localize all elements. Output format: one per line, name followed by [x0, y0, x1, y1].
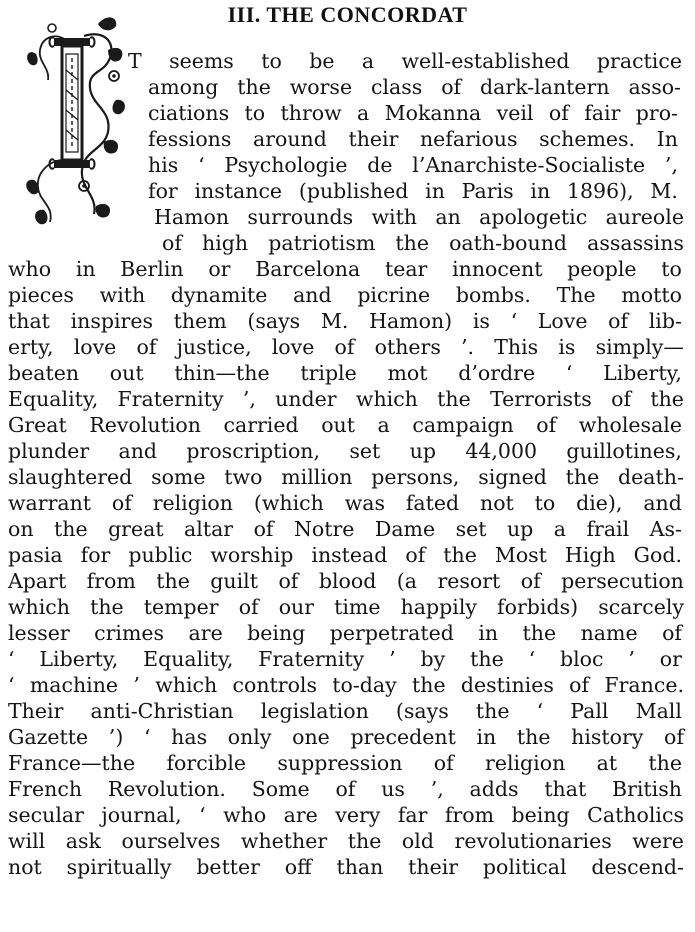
text-line: among the worse class of dark-lantern asso-	[148, 75, 681, 99]
text-line: plunder and proscription, set up 44,000 guillotines,	[8, 439, 682, 463]
text-line: beaten out thin—the triple mot d’ordre ‘ Liberty,	[8, 361, 682, 385]
text-line: slaughtered some two million persons, signed the death-	[8, 465, 684, 489]
text-line: ‘ Liberty, Equality, Fraternity ’ by the ‘ bloc ’ or	[8, 647, 682, 671]
text-line: ciations to throw a Mokanna veil of fair pro-	[148, 101, 678, 125]
text-line: Great Revolution carried out a campaign of wholesale	[8, 413, 682, 437]
chapter-heading: III. THE CONCORDAT	[227, 2, 468, 27]
text-line: secular journal, ‘ who are very far from being Catholics	[8, 803, 684, 827]
text-line: pieces with dynamite and picrine bombs. The motto	[8, 283, 682, 307]
text-line: for instance (published in Paris in 1896), M.	[148, 179, 678, 203]
text-line: fessions around their nefarious schemes. In	[148, 127, 678, 151]
ornamental-dropcap-i	[24, 10, 128, 232]
text-line: will ask ourselves whether the old revolutionaries were	[8, 829, 684, 853]
text-line: pasia for public worship instead of the Most High God.	[8, 543, 682, 567]
text-line: lesser crimes are being perpetrated in the name of	[8, 621, 682, 645]
text-line: Apart from the guilt of blood (a resort of persecution	[8, 569, 684, 593]
text-line: T seems to be a well-established practice	[128, 49, 682, 73]
text-line: erty, love of justice, love of others ’. This is simply—	[8, 335, 684, 359]
text-line: who in Berlin or Barcelona tear innocent people to	[8, 257, 682, 281]
text-line: his ‘ Psychologie de l’Anarchiste-Socialiste ’,	[148, 153, 678, 177]
text-line: Their anti-Christian legislation (says the ‘ Pall Mall	[8, 699, 682, 723]
text-line: Hamon surrounds with an apologetic aureole	[154, 205, 684, 229]
text-line: of high patriotism the oath-bound assassins	[162, 231, 684, 255]
text-line: which the temper of our time happily forbids) scarcely	[8, 595, 684, 619]
text-line: ‘ machine ’ which controls to-day the destinies of France.	[8, 673, 684, 697]
text-line: not spiritually better off than their political descend-	[8, 855, 684, 879]
text-line: that inspires them (says M. Hamon) is ‘ Love of lib-	[8, 309, 682, 333]
text-line: France—the forcible suppression of religion at the	[8, 751, 682, 775]
text-line: French Revolution. Some of us ’, adds that British	[8, 777, 682, 801]
text-line: Equality, Fraternity ’, under which the Terrorists of the	[8, 387, 684, 411]
text-line: on the great altar of Notre Dame set up a frail As-	[8, 517, 682, 541]
text-line: Gazette ’) ‘ has only one precedent in the history of	[8, 725, 684, 749]
text-line: warrant of religion (which was fated not to die), and	[8, 491, 682, 515]
